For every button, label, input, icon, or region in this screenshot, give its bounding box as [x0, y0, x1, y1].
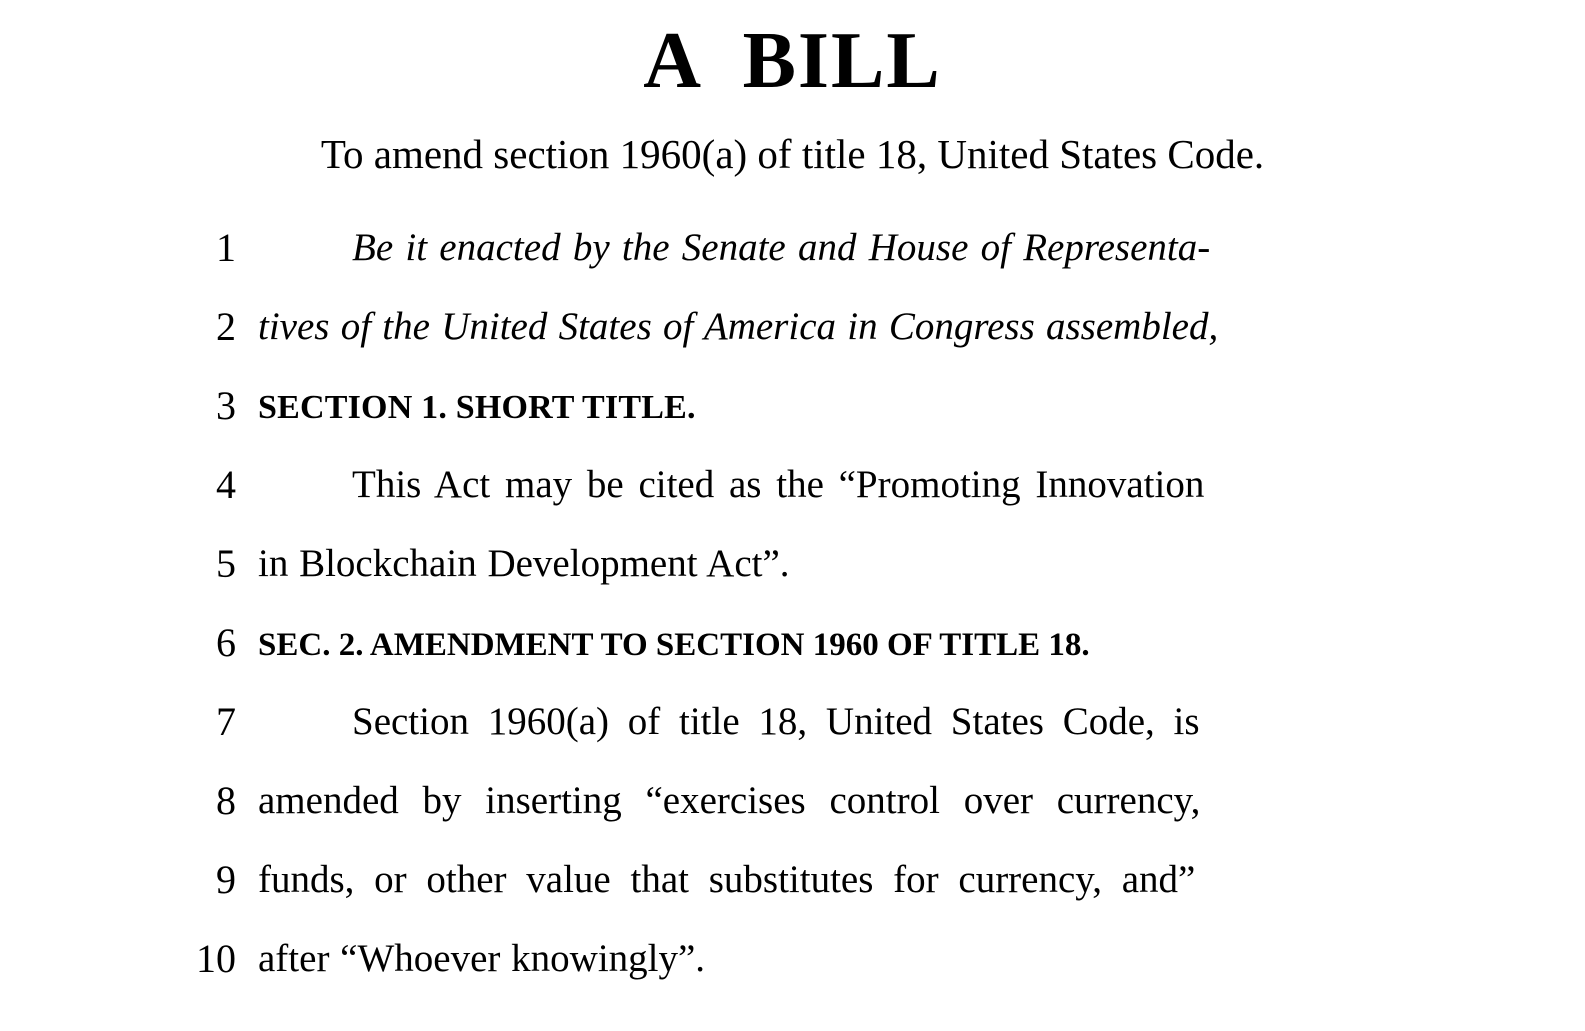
bill-body	[0, 216, 1585, 1006]
body-text: amended by inserting “exercises control over currency,	[258, 779, 1201, 822]
bill-line	[0, 374, 1585, 453]
body-text: funds, or other value that substitutes for currency, and”	[258, 858, 1196, 901]
line-number: 2	[216, 304, 236, 349]
line-number: 5	[216, 541, 236, 586]
bill-line	[0, 690, 1585, 769]
line-number: 9	[216, 857, 236, 902]
bill-line	[0, 295, 1585, 374]
bill-line	[0, 216, 1585, 295]
line-number: 10	[196, 936, 236, 981]
page-title: A BILL	[643, 17, 942, 105]
line-content	[258, 540, 1294, 588]
bill-line	[0, 848, 1585, 927]
line-content	[258, 935, 1294, 983]
body-text: after “Whoever knowingly”.	[258, 937, 706, 980]
bill-line	[0, 769, 1585, 848]
line-content	[258, 698, 1294, 746]
line-number: 8	[216, 778, 236, 823]
line-content	[258, 224, 1294, 272]
line-content	[258, 303, 1294, 351]
line-content	[258, 777, 1294, 825]
bill-subtitle: To amend section 1960(a) of title 18, United States Code.	[320, 131, 1265, 177]
line-number: 3	[216, 383, 236, 428]
body-text: Section 1960(a) of title 18, United States Code, is	[352, 700, 1200, 743]
line-content	[258, 461, 1294, 509]
enacting-clause-text: tives of the United States of America in Congress assembled,	[258, 305, 1219, 348]
line-content	[258, 856, 1294, 904]
line-content	[258, 382, 1294, 432]
bill-line	[0, 532, 1585, 611]
section-heading-short-title: SECTION 1. SHORT TITLE.	[258, 389, 696, 426]
enacting-clause-text: Be it enacted by the Senate and House of Representa-	[352, 226, 1211, 269]
line-number: 7	[216, 699, 236, 744]
line-number: 1	[216, 225, 236, 270]
section-heading-amendment: SEC. 2. AMENDMENT TO SECTION 1960 OF TITLE 18.	[258, 627, 1090, 663]
line-content	[258, 619, 1294, 669]
body-text: This Act may be cited as the “Promoting Innovation	[352, 463, 1205, 506]
bill-line	[0, 927, 1585, 1006]
bill-line	[0, 611, 1585, 690]
body-text: in Blockchain Development Act”.	[258, 542, 790, 585]
line-number: 4	[216, 462, 236, 507]
line-number: 6	[216, 620, 236, 665]
bill-line	[0, 453, 1585, 532]
